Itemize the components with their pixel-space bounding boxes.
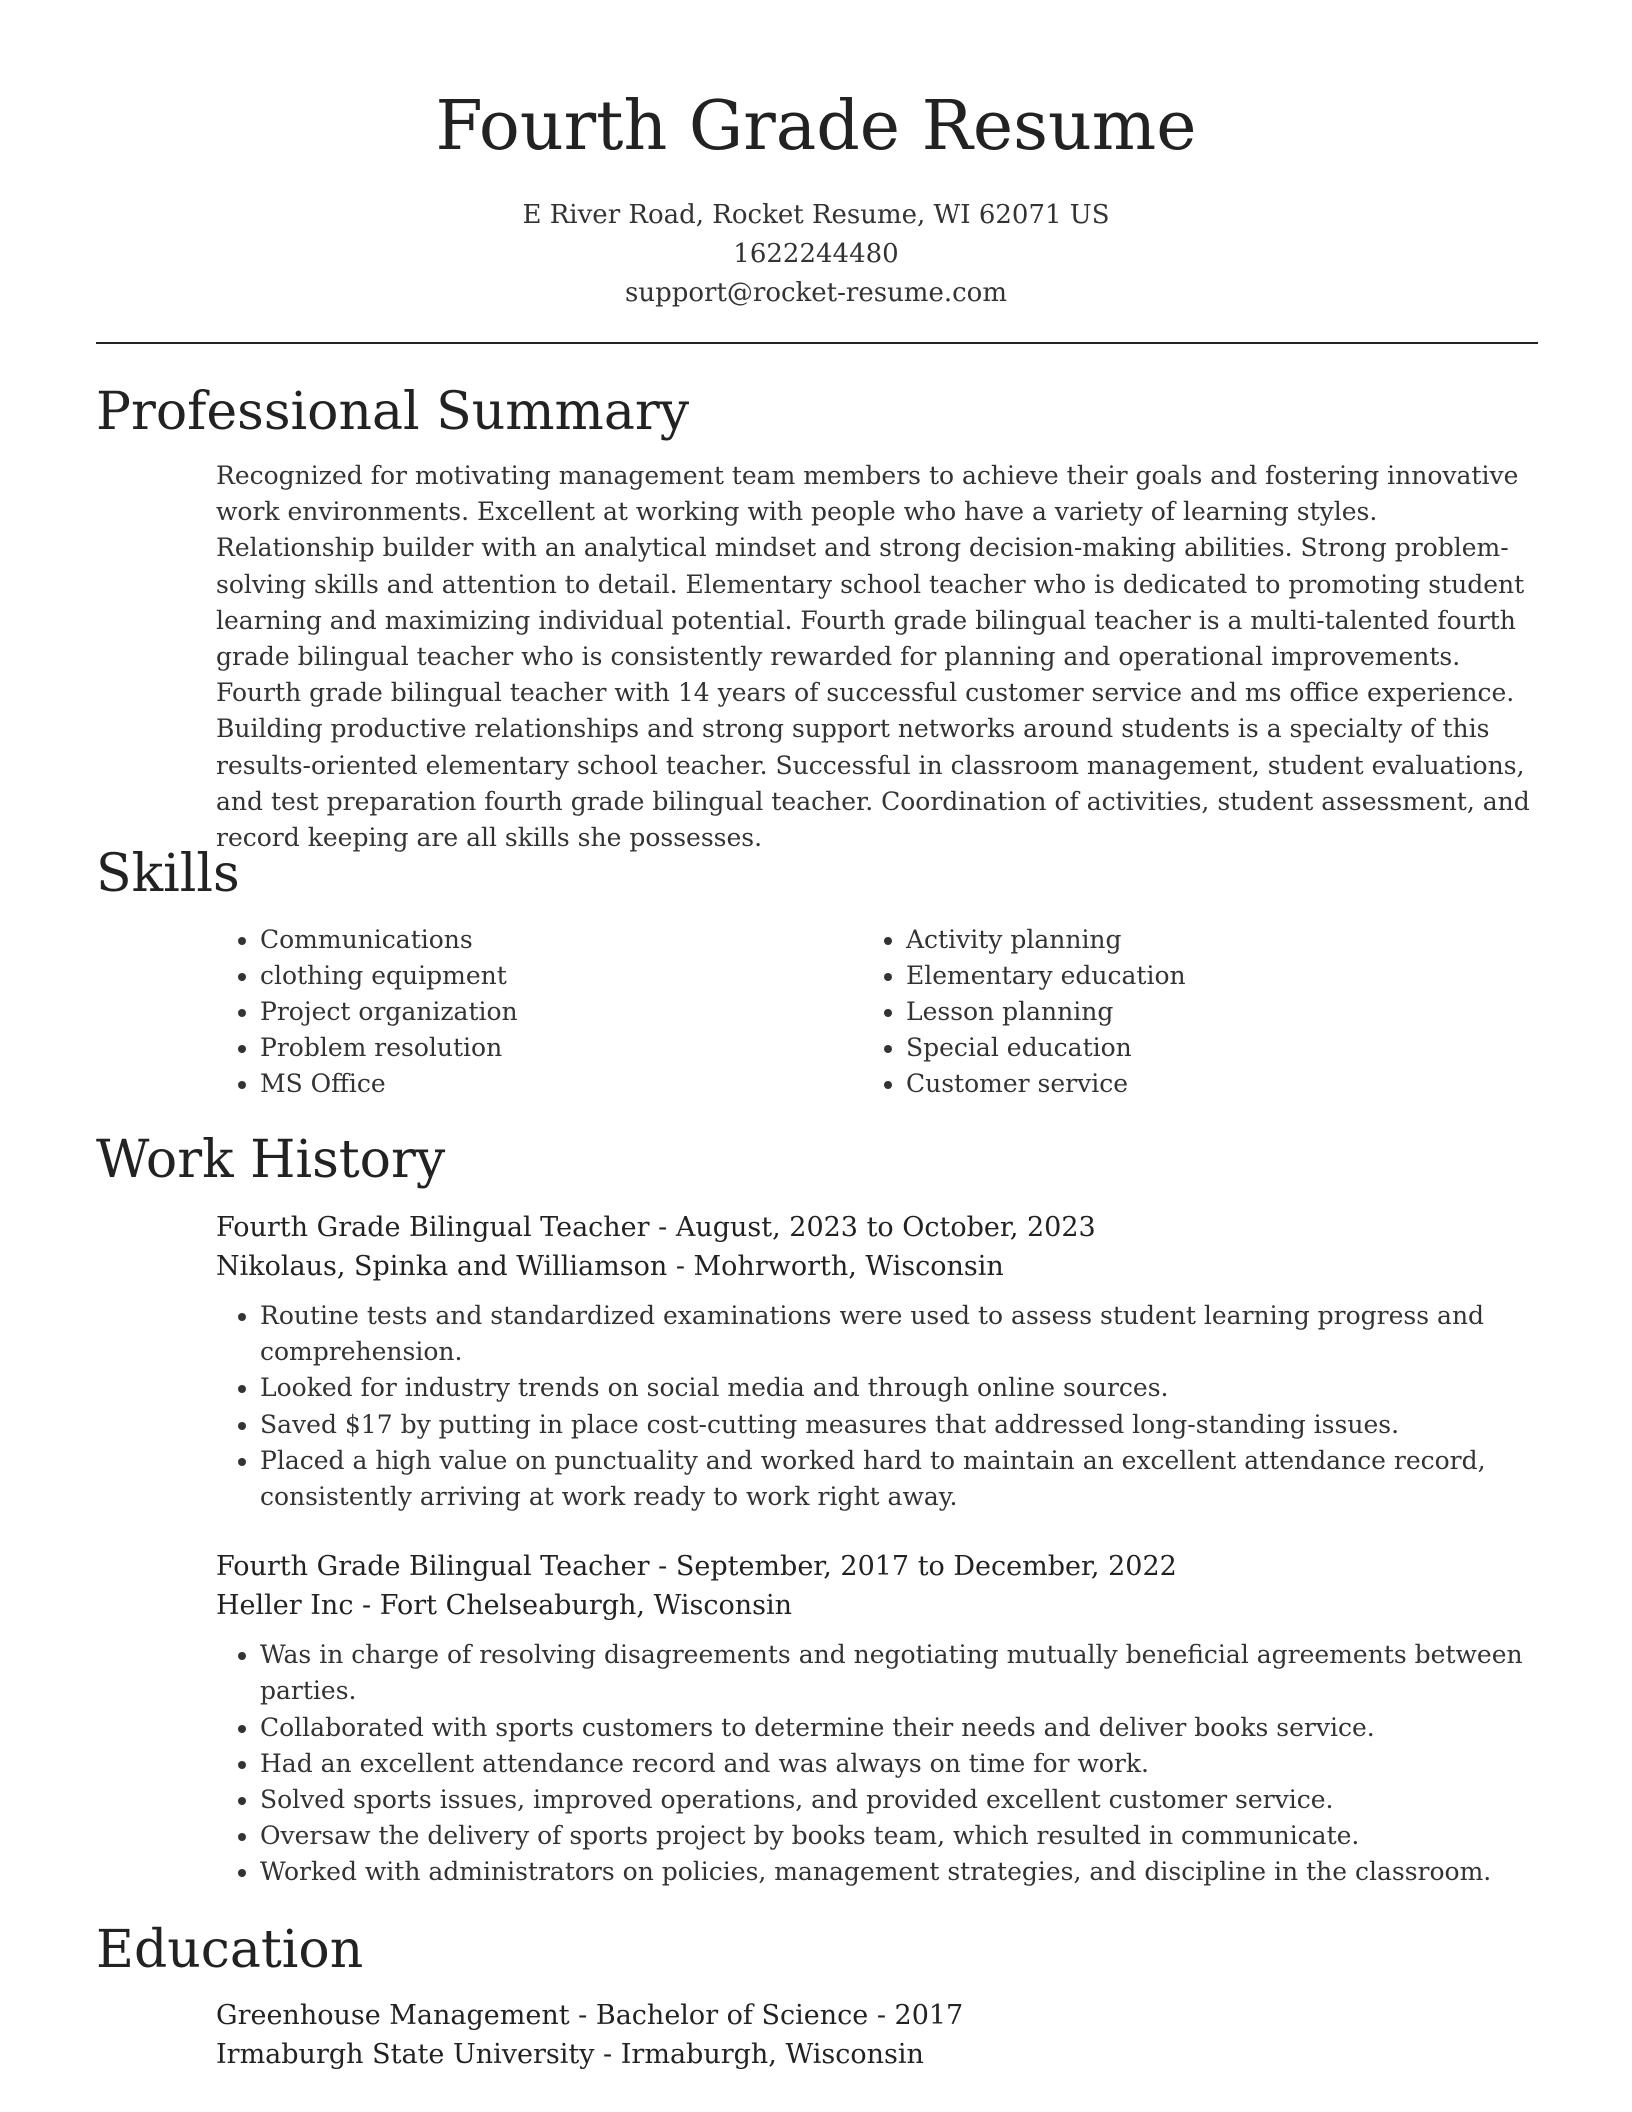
job-title-line: Fourth Grade Bilingual Teacher - August, 2023 to October, 2023 (216, 1212, 1096, 1243)
job-entry (216, 1208, 1536, 1515)
skills-list-left (216, 922, 860, 1102)
education-heading: Education (96, 1920, 364, 1980)
skill-item: • Problem resolution (260, 1030, 860, 1066)
skill-item: • Elementary education (906, 958, 1506, 994)
resume-name: Fourth Grade Resume (435, 87, 1197, 166)
skills-list-right (862, 922, 1506, 1102)
job-title-line: Fourth Grade Bilingual Teacher - September, 2017 to December, 2022 (216, 1551, 1177, 1583)
job-bullet: • Saved $17 by putting in place cost-cutting measures that addressed long-standing issues. (260, 1407, 1536, 1443)
education-section (216, 1996, 1536, 2074)
education-school-line: Irmaburgh State University - Irmaburgh, Wisconsin (216, 2039, 924, 2070)
skill-item: • Special education (906, 1030, 1506, 1066)
education-degree-line: Greenhouse Management - Bachelor of Science - 2017 (216, 2000, 964, 2031)
job-bullet: • Solved sports issues, improved operations, and provided excellent customer service. (260, 1782, 1536, 1818)
job-bullet: • Oversaw the delivery of sports project by books team, which resulted in communicate. (260, 1818, 1536, 1854)
contact-info (0, 196, 1632, 313)
skill-item: • Communications (260, 922, 860, 958)
work-section (216, 1208, 1536, 1891)
header-divider (96, 342, 1538, 344)
job-company-line: Heller Inc - Fort Chelseaburgh, Wisconsin (216, 1590, 793, 1622)
summary-section (216, 458, 1536, 856)
work-heading: Work History (96, 1130, 446, 1190)
job-entry (216, 1547, 1536, 1890)
job-bullet: • Placed a high value on punctuality and worked hard to maintain an excellent attendance record, consistently arriving at work ready to work right away. (260, 1443, 1536, 1515)
contact-phone: 1622244480 (733, 239, 899, 269)
job-bullet: • Worked with administrators on policies, management strategies, and discipline in the classroom. (260, 1854, 1536, 1890)
job-company-line: Nikolaus, Spinka and Williamson - Mohrworth, Wisconsin (216, 1251, 1004, 1282)
summary-text: Recognized for motivating management team members to achieve their goals and fostering innovative work environments. Excellent at working with people who have a variety of learning styles. Relationship builder with an analytical mindset and strong decision-making abilities. Strong problem-solving skills and attention to detail. Elementary school teacher who is dedicated to promoting student learning and maximizing individual potential. Fourth grade bilingual teacher is a multi-talented fourth grade bilingual teacher who is consistently rewarded for planning and operational improvements. Fourth grade bilingual teacher with 14 years of successful customer service and ms office experience. Building productive relationships and strong support networks around students is a specialty of this results-oriented elementary school teacher. Successful in classroom management, student evaluations, and test preparation fourth grade bilingual teacher. Coordination of activities, student assessment, and record keeping are all skills she possesses. (216, 461, 1530, 853)
job-bullet: • Looked for industry trends on social media and through online sources. (260, 1370, 1536, 1406)
job-bullets (216, 1637, 1536, 1890)
contact-email: support@rocket-resume.com (624, 278, 1007, 308)
job-bullet: • Had an excellent attendance record and was always on time for work. (260, 1746, 1536, 1782)
skill-item: • Activity planning (906, 922, 1506, 958)
job-bullet: • Collaborated with sports customers to determine their needs and deliver books service. (260, 1710, 1536, 1746)
skill-item: • MS Office (260, 1066, 860, 1102)
contact-address: E River Road, Rocket Resume, WI 62071 US (522, 200, 1110, 230)
skill-item: • Project organization (260, 994, 860, 1030)
skill-item: • clothing equipment (260, 958, 860, 994)
skill-item: • Customer service (906, 1066, 1506, 1102)
job-bullets (216, 1298, 1536, 1515)
resume-header (0, 0, 1632, 313)
skills-heading: Skills (96, 844, 240, 904)
job-bullet: • Routine tests and standardized examinations were used to assess student learning progress and comprehension. (260, 1298, 1536, 1370)
skill-item: • Lesson planning (906, 994, 1506, 1030)
job-bullet: • Was in charge of resolving disagreements and negotiating mutually beneficial agreements between parties. (260, 1637, 1536, 1709)
summary-heading: Professional Summary (96, 382, 690, 442)
